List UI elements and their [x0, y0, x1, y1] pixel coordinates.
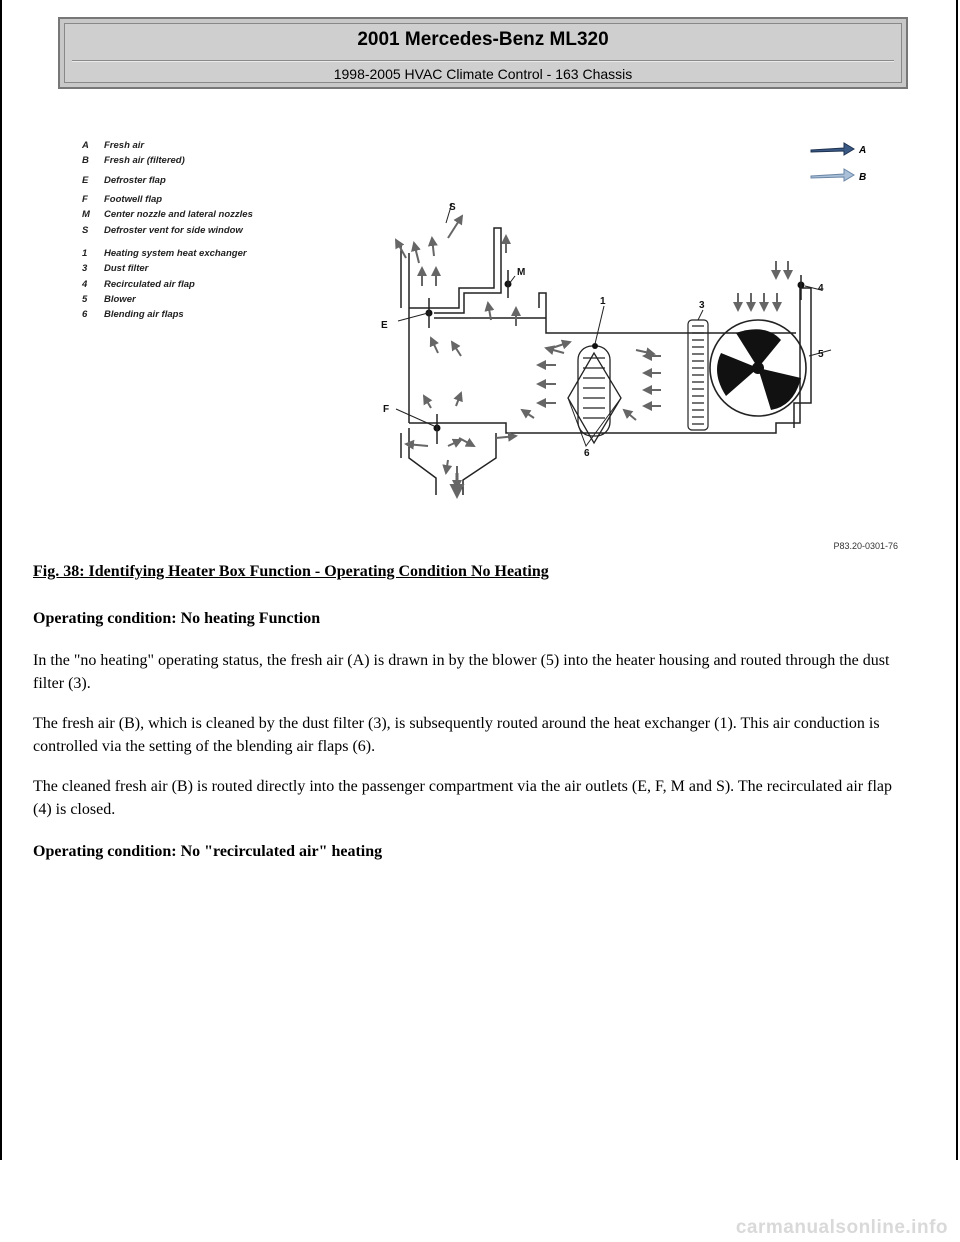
callout-S: S	[449, 202, 456, 213]
airflow-arrows	[396, 216, 788, 488]
blower-icon	[710, 320, 806, 416]
heater-box-figure	[76, 128, 906, 558]
legend-label: Blending air flaps	[104, 309, 184, 320]
callout-3: 3	[699, 300, 705, 311]
section-heading: Operating condition: No "recirculated air" heating	[33, 843, 383, 860]
legend-key: 3	[82, 263, 88, 274]
figure-code: P83.20-0301-76	[833, 541, 898, 551]
legend-label: Defroster flap	[104, 175, 166, 186]
heater-housing-outline	[401, 228, 811, 495]
legend-key: 5	[82, 294, 88, 305]
fresh-air-arrow-icon	[811, 143, 854, 155]
heat-exchanger-icon	[568, 346, 621, 443]
paragraph: The fresh air (B), which is cleaned by the dust filter (3), is subsequently routed around the heat exchanger (1). This air conduction is controlled via the setting of the blending air flaps (6).	[33, 715, 880, 755]
callout-E: E	[381, 320, 388, 331]
paragraph: In the "no heating" operating status, the fresh air (A) is drawn in by the blower (5) into the heater housing and routed through the dust filter (3).	[33, 652, 890, 692]
callout-F: F	[383, 404, 390, 415]
legend-key: 6	[82, 309, 88, 320]
legend-key: F	[82, 194, 88, 205]
legend-key: A	[82, 140, 89, 151]
figure-caption: Fig. 38: Identifying Heater Box Function - Operating Condition No Heating	[33, 563, 549, 580]
header-title: 2001 Mercedes-Benz ML320	[357, 29, 609, 50]
legend-label: Fresh air (filtered)	[104, 155, 185, 166]
legend-key: M	[82, 209, 90, 220]
flap-blades	[429, 270, 801, 444]
header-divider	[72, 60, 894, 62]
filtered-air-arrow-icon	[811, 169, 854, 181]
callout-5: 5	[818, 349, 824, 360]
legend-key: 4	[82, 279, 88, 290]
legend-label: Dust filter	[104, 263, 149, 274]
footer-watermark: carmanualsonline.info	[735, 1217, 948, 1238]
paragraph: The cleaned fresh air (B) is routed directly into the passenger compartment via the air outlets (E, F, M and S). The recirculated air flap (4) is closed.	[33, 778, 893, 818]
legend-label: Blower	[104, 294, 136, 305]
legend-key: S	[82, 225, 89, 236]
legend-key: E	[82, 175, 89, 186]
callout-4: 4	[818, 283, 824, 294]
callout-B: B	[859, 172, 867, 183]
legend-label: Center nozzle and lateral nozzles	[104, 209, 253, 220]
legend-key: B	[82, 155, 89, 166]
heater-box-diagram	[76, 128, 906, 558]
legend-key: 1	[82, 248, 88, 259]
legend-label: Defroster vent for side window	[104, 225, 243, 236]
legend-label: Footwell flap	[104, 194, 163, 205]
legend-label: Recirculated air flap	[104, 279, 195, 290]
page-header	[58, 17, 908, 89]
callout-6: 6	[584, 448, 590, 459]
dust-filter-icon	[688, 320, 708, 430]
legend-label: Heating system heat exchanger	[104, 248, 247, 259]
section-heading: Operating condition: No heating Function	[33, 610, 321, 627]
callout-1: 1	[600, 296, 606, 307]
callout-A: A	[859, 145, 867, 156]
header-subtitle: 1998-2005 HVAC Climate Control - 163 Chassis	[333, 66, 633, 82]
callout-M: M	[517, 267, 526, 278]
legend-label: Fresh air	[104, 140, 145, 151]
